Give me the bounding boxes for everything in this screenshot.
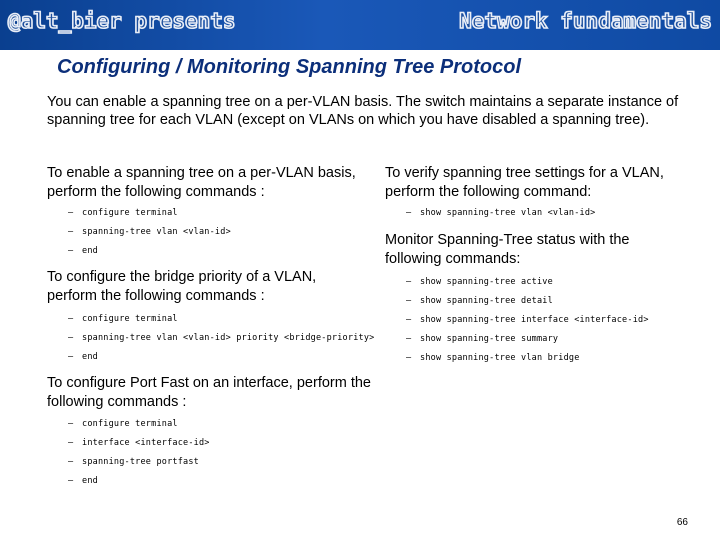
enable-heading: To enable a spanning tree on a per-VLAN basis, perform the following commands :	[47, 165, 356, 200]
monitor-command-2: – show spanning-tree detail	[406, 296, 553, 306]
portfast-command-3: – spanning-tree portfast	[68, 457, 199, 467]
presenter-logo-text: @alt_bier presents	[8, 9, 236, 33]
page-number: 66	[676, 517, 688, 528]
monitor-heading: Monitor Spanning-Tree status with the following commands:	[385, 232, 630, 267]
portfast-heading: To configure Port Fast on an interface, perform the following commands :	[47, 375, 371, 410]
priority-command-1: – configure terminal	[68, 314, 178, 324]
priority-command-3: – end	[68, 352, 98, 362]
portfast-command-1: – configure terminal	[68, 419, 178, 429]
intro-paragraph: You can enable a spanning tree on a per-VLAN basis. The switch maintains a separate instance of spanning tree for each VLAN (except on VLANs on which you have disabled a spanning tree).	[47, 94, 679, 128]
enable-command-2: – spanning-tree vlan <vlan-id>	[68, 227, 231, 237]
portfast-command-2: – interface <interface-id>	[68, 438, 210, 448]
header-banner	[0, 0, 720, 50]
enable-command-3: – end	[68, 246, 98, 256]
priority-heading: To configure the bridge priority of a VLAN, perform the following commands :	[47, 269, 317, 304]
verify-heading: To verify spanning tree settings for a VLAN, perform the following command:	[385, 165, 664, 200]
portfast-command-4: – end	[68, 476, 98, 486]
course-title-text: Network fundamentals	[459, 9, 712, 33]
priority-command-2: – spanning-tree vlan <vlan-id> priority <bridge-priority>	[68, 333, 375, 343]
monitor-command-3: – show spanning-tree interface <interface-id>	[406, 315, 649, 325]
verify-command-1: – show spanning-tree vlan <vlan-id>	[406, 208, 596, 218]
slide-title: Configuring / Monitoring Spanning Tree Protocol	[57, 56, 522, 78]
monitor-command-4: – show spanning-tree summary	[406, 334, 559, 344]
monitor-command-5: – show spanning-tree vlan bridge	[406, 353, 580, 363]
enable-command-1: – configure terminal	[68, 208, 178, 218]
monitor-command-1: – show spanning-tree active	[406, 277, 553, 287]
